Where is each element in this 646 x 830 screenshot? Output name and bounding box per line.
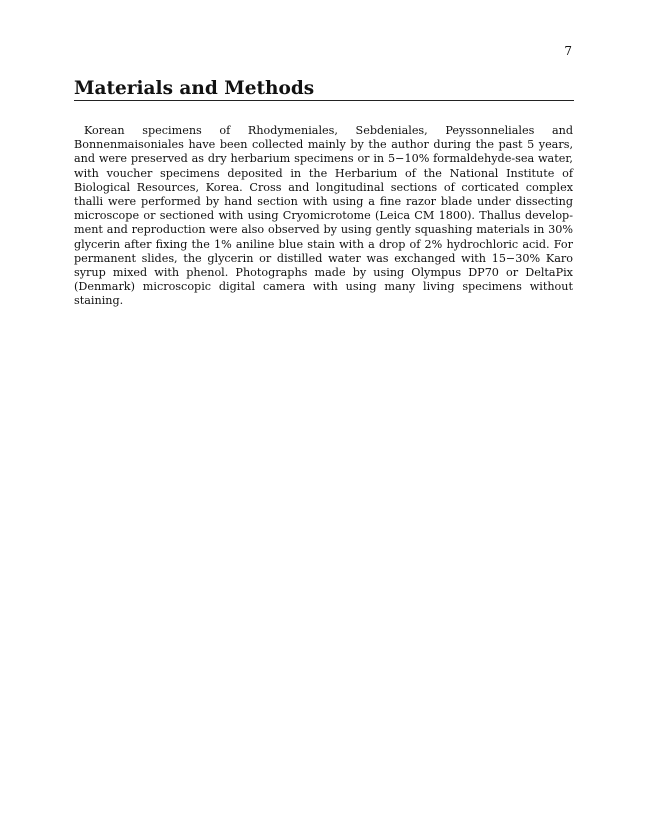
page-number: 7 xyxy=(564,44,572,58)
title-underline-rule xyxy=(74,100,574,101)
body-paragraph: Korean specimens of Rhodymeniales, Sebdeniales, Peyssonneliales and Bonnenmaisoniales have been collected mainly by the author during the past 5 years, and were preserved as dry herbarium specimens or in 5−10% formaldehyde-sea water, with voucher specimens deposited in the Herbarium of the National Institute of Biological Resources, Korea. Cross and longitudinal sections of corticated complex thalli were performed by hand section with using a fine razor blade under dissecting microscope or sectioned with using Cryomicrotome (Leica CM 1800). Thallus development and reproduction were also observed by using gently squashing materials in 30% glycerin after fixing the 1% aniline blue stain with a drop of 2% hydrochloric acid. For permanent slides, the glycerin or distilled water was exchanged with 15−30% Karo syrup mixed with phenol. Photographs made by using Olympus DP70 or DeltaPix (Denmark) microscopic digital camera with using many living specimens without staining. xyxy=(74,124,573,308)
section-title: Materials and Methods xyxy=(74,78,315,99)
